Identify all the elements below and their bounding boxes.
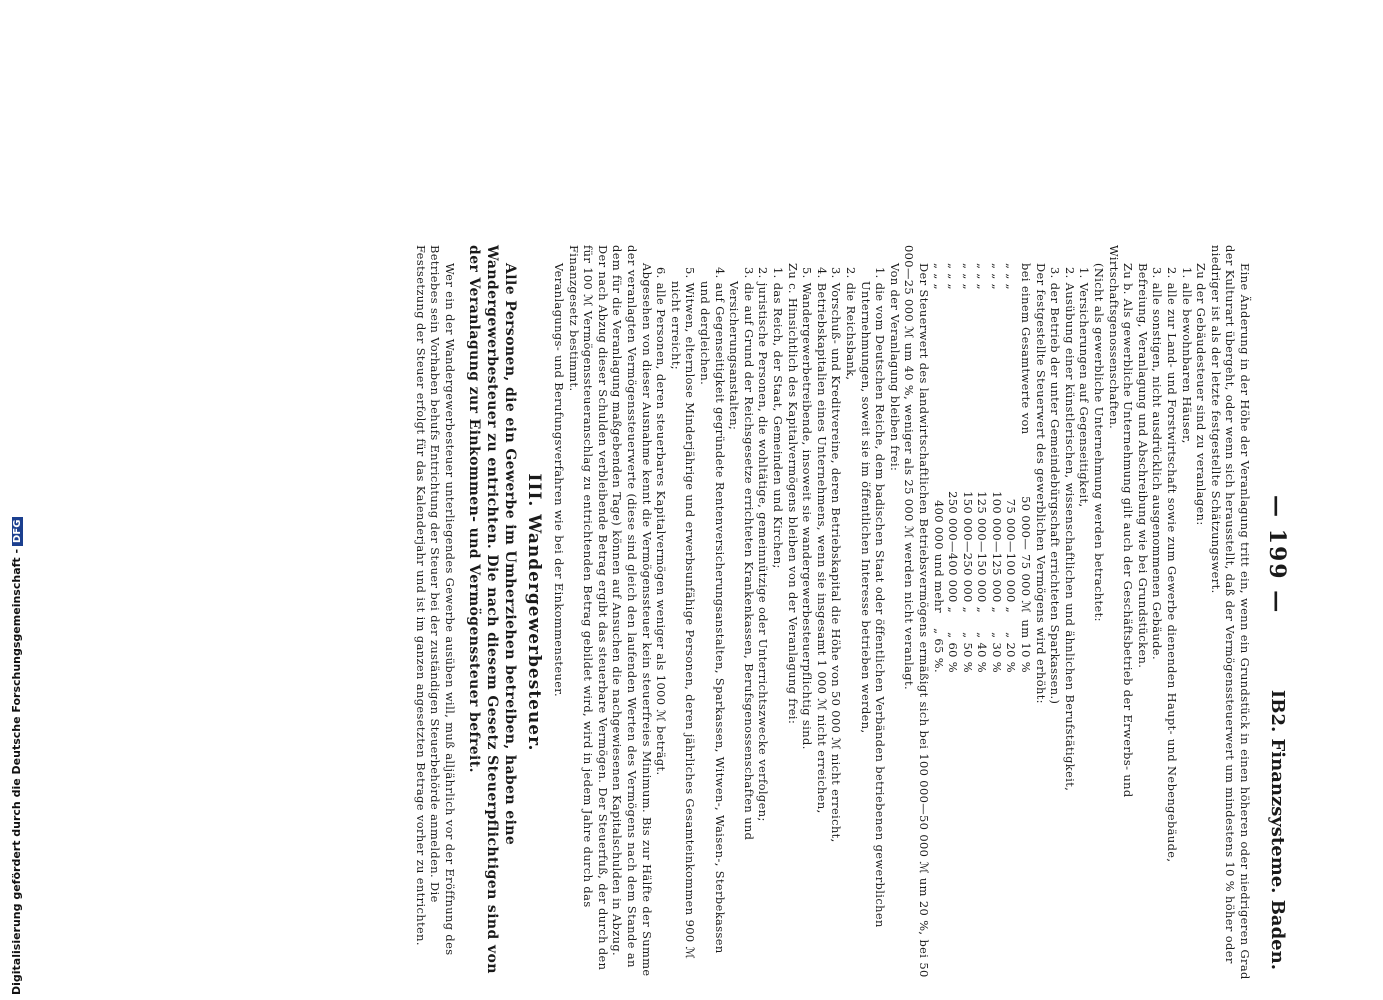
paragraph: Befreiung, Veranlagung und Abschreibung wie bei Grundstücken. <box>1135 263 1150 669</box>
paragraph: Der Steuerwert des landwirtschaftlichen Betriebsvermögens ermäßigt sich bei 100 000—50 000 ℳ um 20 %, bei 50 000—25 000 ℳ um 40 %, weniger als 25 000 ℳ werden nicht veranlagt. <box>902 245 931 978</box>
list-item: 5. Wandergewerbetreibende, insoweit sie wandergewerbesteuerpflichtig sind. <box>800 267 815 750</box>
list-item: 2. Ausübung einer künstlerischen, wissenschaftlichen und ähnlichen Berufstätigkeit, <box>1062 267 1077 792</box>
table-row: „ „ „ 100 000—125 000 „ „ 30 % <box>989 263 1004 673</box>
text-column <box>413 245 1252 980</box>
paragraph: Eine Änderung in der Höhe der Veranlagung tritt ein, wenn ein Grundstück in einen höheren oder niedrigeren Grad der Kulturart übergeht, oder wenn sich herausstellt, daß der Vermögenssteuerwert um mindestens 10 % höher oder niedriger ist als der letzte festgestellte Schätzungswert. <box>1208 245 1252 980</box>
paragraph: Der festgestellte Steuerwert des gewerblichen Vermögens wird erhöht: <box>1033 263 1048 704</box>
paragraph: Zu c. Hinsichtlich des Kapitalvermögens bleiben von der Veranlagung frei: <box>785 263 800 725</box>
list-item: 3. die auf Grund der Reichsgesetze errichteten Krankenkassen, Berufsgenossenschaften und Versicherungsanstalten; <box>727 267 756 841</box>
list-item: 3. Vorschuß- und Kreditvereine, deren Betriebskapital die Höhe von 50 000 ℳ nicht erreicht, <box>829 267 844 843</box>
paragraph: Alle Personen, die ein Gewerbe im Umherziehen betreiben, haben eine Wandergewerbesteuer zu entrichten. Die nach diesem Gesetz Steuerpflichtigen sind von der Veranlagung zur Einkommen- und Vermögenssteuer befreit. <box>465 245 518 974</box>
table-row: „ „ „ 250 000—400 000 „ „ 60 % <box>946 263 961 673</box>
paragraph: Wer ein der Wandergewerbesteuer unterliegendes Gewerbe ausüben will, muß alljährlich vor der Eröffnung des Betriebes sein Vorhaben behufs Entrichtung der Steuer bei der zuständigen Steuerbehörde anmelden. Die Festsetzung der Steuer erfolgt für das Kalenderjahr und ist im ganzen angesetzten Betrage vorher zu entrichten. <box>413 245 457 956</box>
list-item: 1. die vom Deutschen Reiche, dem badischen Staat oder öffentlichen Verbänden betriebenen gewerblichen Unternehmungen, soweit sie im öffentlichen Interesse betrieben werden, <box>858 267 888 928</box>
dfg-logo: DFG <box>12 517 23 546</box>
digitization-credit <box>10 517 23 995</box>
list-item: 2. die Reichsbank, <box>843 267 858 381</box>
list-item: 3. der Betrieb der unter Gemeindebürgschaft errichteten Sparkassen.) <box>1048 267 1063 705</box>
table-row: bei einem Gesamtwerte von 50 000— 75 000 ℳ um 10 % <box>1019 263 1034 673</box>
list-item: 1. Versicherungen auf Gegenseitigkeit, <box>1077 267 1092 508</box>
table-row: „ „ „ 125 000—150 000 „ „ 40 % <box>975 263 990 673</box>
list-item: 4. Betriebskapitalien eines Unternehmens, wenn sie insgesamt 1 000 ℳ nicht erreichen, <box>814 267 829 814</box>
table-row: „ „ „ 150 000—250 000 „ „ 50 % <box>960 263 975 673</box>
list-item: 1. alle bewohnbaren Häuser, <box>1179 267 1194 444</box>
list-item: 6. alle Personen, deren steuerbares Kapitalvermögen weniger als 1000 ℳ beträgt. <box>654 267 669 776</box>
credit-text: Digitalisierung gefördert durch die Deutsche Forschungsgemeinschaft - <box>10 548 23 995</box>
document-page <box>160 245 1290 980</box>
rate-table <box>931 263 1033 980</box>
paragraph: (Nicht als gewerbliche Unternehmung werden betrachtet: <box>1092 263 1107 622</box>
paragraph: Veranlagungs- und Berufungsverfahren wie bei der Einkommensteuer. <box>552 263 567 698</box>
section-title: III. Wandergewerbesteuer. <box>524 473 545 752</box>
paragraph: Zu der Gebäudesteuer sind zu veranlagen: <box>1194 263 1209 526</box>
list-item: 2. juristische Personen, die wohltätige, gemeinnützige oder Unterrichtszwecke verfolgen; <box>756 267 771 822</box>
list-item: 3. alle sonstigen, nicht ausdrücklich ausgenommenen Gebäude. <box>1150 267 1165 660</box>
section-heading: IB2. Finanzsysteme. Baden. <box>1267 689 1288 970</box>
table-row: „ „ „ 75 000—100 000 „ „ 20 % <box>1004 263 1019 673</box>
paragraph: Zu b. Als gewerbliche Unternehmung gilt auch der Geschäftsbetrieb der Erwerbs- und Wirtschaftsgenossenschaften. <box>1106 245 1136 798</box>
page-header <box>1260 245 1290 980</box>
list-item: 5. Witwen, elternlose Minderjährige und erwerbsunfähige Personen, deren jährliches Gesamteinkommen 900 ℳ nicht erreicht; <box>668 267 698 960</box>
list-item: 4. auf Gegenseitigkeit gegründete Rentenversicherungsanstalten, Sparkassen, Witwen-, Waisen-, Sterbekassen und dergleichen. <box>698 267 727 954</box>
list-item: 1. das Reich, der Staat, Gemeinden und Kirchen; <box>771 267 785 569</box>
list-item: 2. alle zur Land- und Forstwirtschaft sowie zum Gewerbe dienenden Haupt- und Nebengebäude, <box>1165 267 1180 863</box>
paragraph: Von der Veranlagung bleiben frei: <box>887 263 902 472</box>
paragraph: Abgesehen von dieser Ausnahme kennt die Vermögenssteuer kein steuerfreies Minimum. Bis zur Hälfte der Summe der veranlagten Vermögenssteuerwerte (diese sind gleich den laufenden Werten des Vermögens nach dem Stande an dem für die Veranlagung maßgebenden Tage) können auf Ansuchen die nachgewiesenen Kapitalschulden in Abzug. Der nach Abzug dieser Schulden verbleibende Betrag ergibt das steuerbare Vermögen. Der Steuerfuß, der durch den für 100 ℳ Vermögenssteueranschlag zu entrichtenden Betrag gebildet wird, wird in jedem Jahre durch das Finanzgesetz bestimmt. <box>566 245 654 977</box>
page-number: — 199 — <box>1264 495 1290 615</box>
table-row: „ „ „ 400 000 und mehr „ 65 %. <box>931 263 946 673</box>
